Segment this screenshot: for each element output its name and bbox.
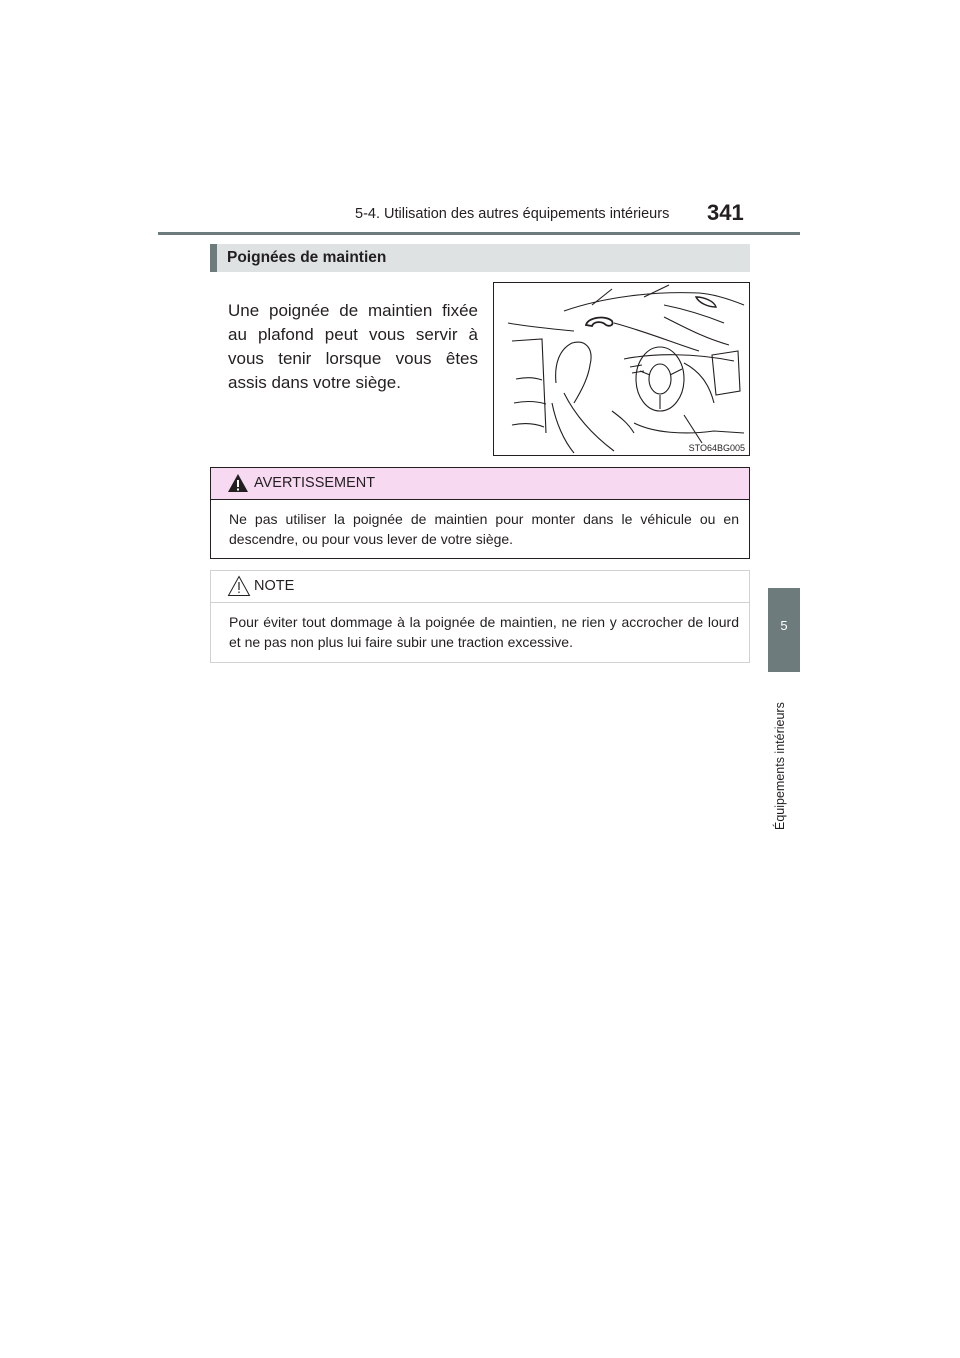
warning-box bbox=[210, 467, 750, 559]
car-interior-drawing bbox=[494, 283, 749, 455]
section-body-text: Une poignée de maintien fixée au plafond peut vous servir à vous tenir lorsque vous êtes assis dans votre siège. bbox=[228, 301, 478, 392]
section-title: Poignées de maintien bbox=[227, 249, 387, 266]
note-header bbox=[211, 571, 749, 603]
chapter-heading: 5-4. Utilisation des autres équipements intérieurs bbox=[355, 206, 670, 222]
warning-header bbox=[211, 468, 749, 500]
warning-text: Ne pas utiliser la poignée de maintien pour monter dans le véhicule ou en descendre, ou pour vous lever de votre siège. bbox=[229, 511, 739, 547]
assist-grip-illustration bbox=[493, 282, 750, 456]
caution-triangle-icon bbox=[227, 575, 251, 597]
page-number: 341 bbox=[707, 200, 744, 225]
figure-code: STO64BG005 bbox=[688, 443, 745, 453]
chapter-side-label: Équipements intérieurs bbox=[773, 702, 787, 830]
header-rule bbox=[158, 232, 800, 235]
note-text: Pour éviter tout dommage à la poignée de maintien, ne rien y accrocher de lourd et ne pas non plus lui faire subir une traction excessive. bbox=[229, 614, 739, 650]
warning-title: AVERTISSEMENT bbox=[254, 475, 376, 491]
warning-triangle-icon bbox=[227, 473, 249, 493]
section-title-band bbox=[210, 244, 750, 272]
chapter-tab-number: 5 bbox=[780, 618, 788, 633]
note-title: NOTE bbox=[254, 578, 295, 594]
note-box bbox=[210, 570, 750, 663]
chapter-tab bbox=[768, 588, 800, 672]
